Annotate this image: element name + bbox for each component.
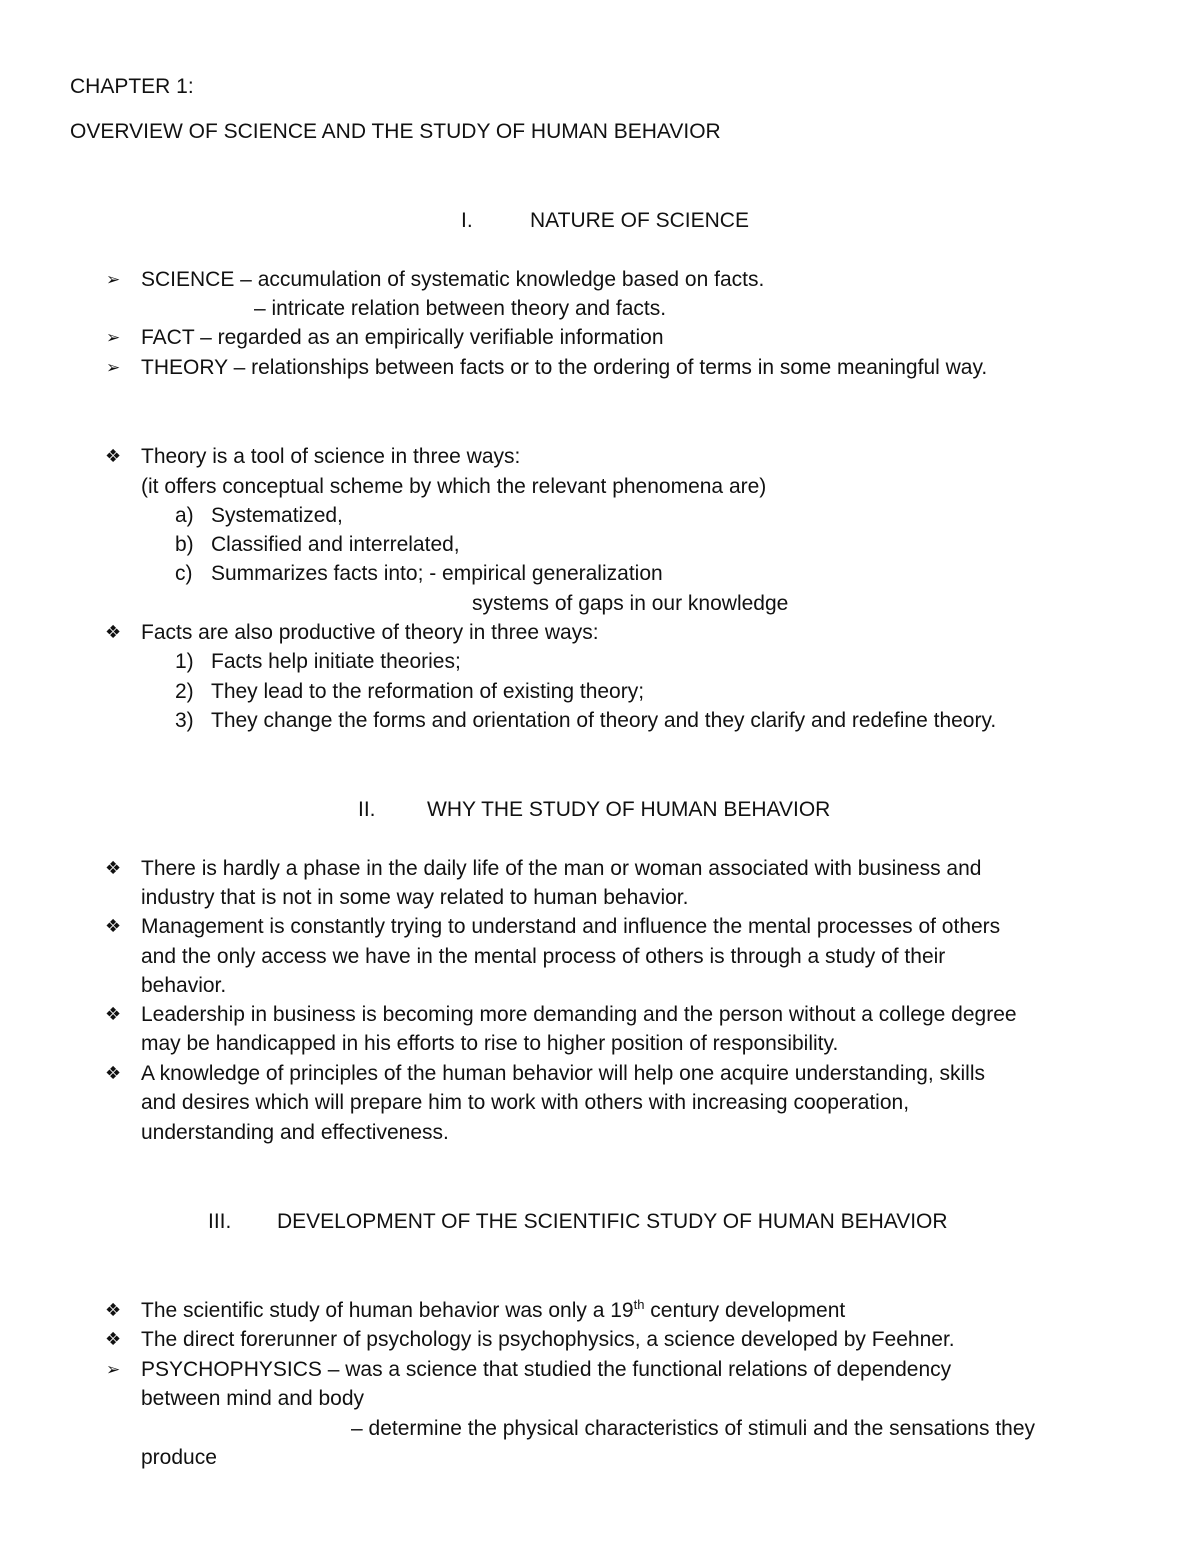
forerunner-bullet: The direct forerunner of psychology is psychophysics, a science developed by Feehner.: [141, 1328, 955, 1351]
chapter-label: CHAPTER 1:: [70, 75, 194, 98]
arrow-bullet-icon: ➢: [106, 270, 121, 290]
diamond-bullet-icon: ❖: [105, 916, 122, 937]
list-item-marker: 2): [175, 680, 194, 703]
list-item: Classified and interrelated,: [211, 533, 460, 556]
psychophysics-definition-2-cont: produce: [141, 1446, 217, 1469]
chapter-title: OVERVIEW OF SCIENCE AND THE STUDY OF HUMAN BEHAVIOR: [70, 120, 721, 143]
list-item: Facts help initiate theories;: [211, 650, 461, 673]
psychophysics-definition: PSYCHOPHYSICS – was a science that studied the functional relations of dependency: [141, 1358, 952, 1381]
list-item-marker: b): [175, 533, 194, 556]
bullet-line: and the only access we have in the mental process of others is through a study of their: [141, 945, 946, 968]
bullet-line: Leadership in business is becoming more demanding and the person without a college degree: [141, 1003, 1017, 1026]
list-item-marker: 1): [175, 650, 194, 673]
list-item-cont: systems of gaps in our knowledge: [472, 592, 789, 615]
diamond-bullet-icon: ❖: [105, 1300, 122, 1321]
theory-definition: THEORY – relationships between facts or to the ordering of terms in some meaningful way.: [141, 356, 988, 379]
list-item: Systematized,: [211, 504, 343, 527]
bullet-text: The scientific study of human behavior was only a 19: [141, 1299, 634, 1322]
bullet-line: There is hardly a phase in the daily life of the man or woman associated with business and: [141, 857, 982, 880]
diamond-bullet-icon: ❖: [105, 1329, 122, 1350]
ordinal-suffix: th: [633, 1297, 645, 1312]
section-2-numeral: II.: [358, 798, 376, 821]
science-definition-cont: – intricate relation between theory and facts.: [254, 297, 667, 320]
arrow-bullet-icon: ➢: [106, 328, 121, 348]
list-item: They lead to the reformation of existing theory;: [211, 680, 645, 703]
bullet-text: century development: [644, 1299, 846, 1322]
diamond-bullet-icon: ❖: [105, 446, 122, 467]
bullet-line: and desires which will prepare him to work with others with increasing cooperation,: [141, 1091, 910, 1114]
nineteenth-century-bullet: [141, 1297, 846, 1322]
bullet-line: industry that is not in some way related to human behavior.: [141, 886, 689, 909]
fact-definition: FACT – regarded as an empirically verifiable information: [141, 326, 664, 349]
diamond-bullet-icon: ❖: [105, 1063, 122, 1084]
list-item-marker: a): [175, 504, 194, 527]
list-item: They change the forms and orientation of theory and they clarify and redefine theory.: [211, 709, 997, 732]
theory-tool-intro: Theory is a tool of science in three ways:: [141, 445, 521, 468]
section-3-heading: DEVELOPMENT OF THE SCIENTIFIC STUDY OF HUMAN BEHAVIOR: [277, 1210, 948, 1233]
section-3-numeral: III.: [208, 1210, 232, 1233]
science-definition: SCIENCE – accumulation of systematic knowledge based on facts.: [141, 268, 765, 291]
psychophysics-definition-cont: between mind and body: [141, 1387, 364, 1410]
arrow-bullet-icon: ➢: [106, 358, 121, 378]
bullet-line: may be handicapped in his efforts to rise to higher position of responsibility.: [141, 1032, 839, 1055]
diamond-bullet-icon: ❖: [105, 858, 122, 879]
bullet-line: behavior.: [141, 974, 227, 997]
diamond-bullet-icon: ❖: [105, 622, 122, 643]
arrow-bullet-icon: ➢: [106, 1360, 121, 1380]
psychophysics-definition-2: – determine the physical characteristics of stimuli and the sensations they: [351, 1417, 1036, 1440]
bullet-line: Management is constantly trying to understand and influence the mental processes of others: [141, 915, 1001, 938]
theory-tool-sub: (it offers conceptual scheme by which the relevant phenomena are): [141, 475, 767, 498]
section-1-heading: NATURE OF SCIENCE: [530, 209, 749, 232]
list-item: Summarizes facts into; - empirical generalization: [211, 562, 663, 585]
list-item-marker: 3): [175, 709, 194, 732]
bullet-line: understanding and effectiveness.: [141, 1121, 449, 1144]
diamond-bullet-icon: ❖: [105, 1004, 122, 1025]
bullet-line: A knowledge of principles of the human behavior will help one acquire understanding, skills: [141, 1062, 986, 1085]
facts-productive-intro: Facts are also productive of theory in three ways:: [141, 621, 599, 644]
section-1-numeral: I.: [461, 209, 473, 232]
list-item-marker: c): [175, 562, 193, 585]
section-2-heading: WHY THE STUDY OF HUMAN BEHAVIOR: [427, 798, 831, 821]
